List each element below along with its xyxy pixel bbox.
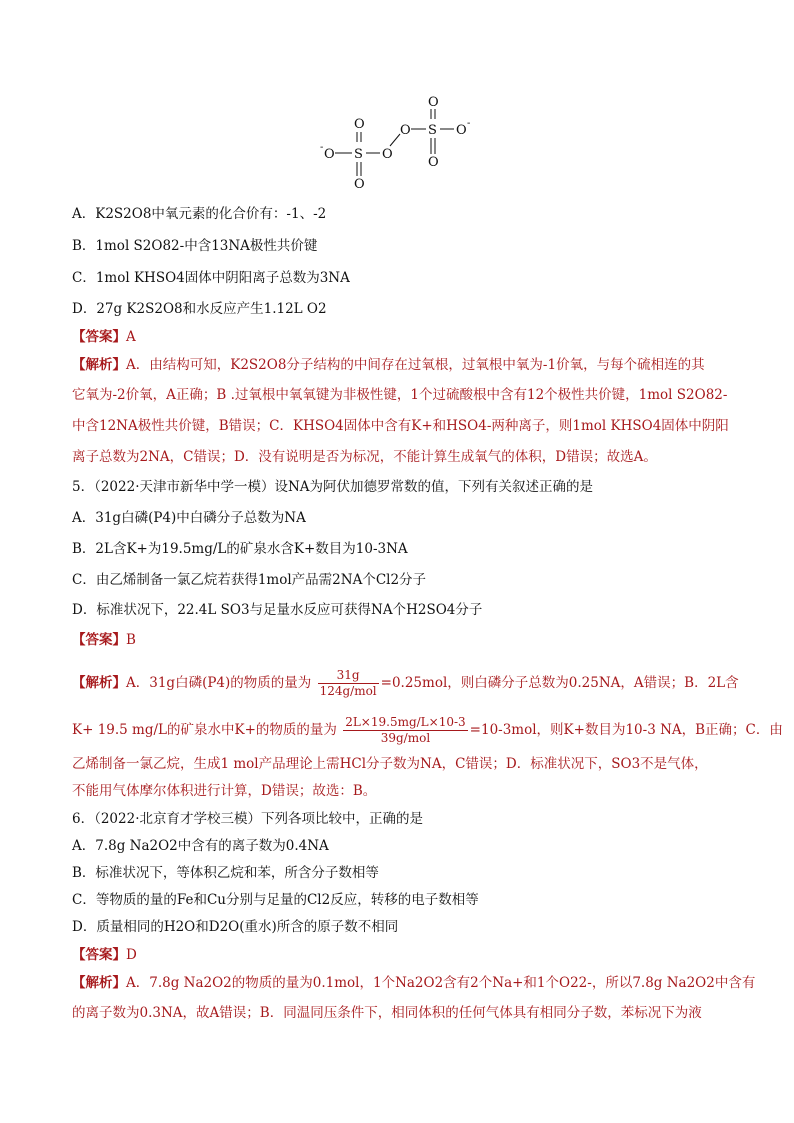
oxygen-bottom-right: O bbox=[428, 155, 439, 170]
fraction-numerator: 2L×19.5mg/L×10-3 bbox=[345, 715, 466, 729]
q6-stem: 6．（2022·北京育才学校三模）下列各项比较中，正确的是 bbox=[72, 811, 423, 827]
q6-analysis-line-1 bbox=[72, 973, 755, 993]
q5-option-b: B．2L含K+为19.5mg/L的矿泉水含K+数目为10-3NA bbox=[72, 541, 408, 557]
analysis-text-pre: A．31g白磷(P4)的物质的量为 bbox=[126, 675, 312, 691]
q4-analysis-line-4: 离子总数为2NA，C错误；D．没有说明是否为标况，不能计算生成氧气的体积，D错误；故选A。 bbox=[72, 449, 657, 465]
q5-option-d: D．标准状况下，22.4L SO3与足量水反应可获得NA个H2SO4分子 bbox=[72, 602, 483, 618]
minus-sign-right: - bbox=[467, 118, 471, 129]
answer-value: B bbox=[126, 632, 136, 648]
oxygen-bottom-left: O bbox=[354, 177, 365, 192]
analysis-text-post: =0.25mol，则白磷分子总数为0.25NA，A错误；B．2L含 bbox=[380, 675, 739, 691]
answer-value: D bbox=[126, 947, 137, 963]
q4-analysis-line-1 bbox=[72, 355, 705, 375]
q6-option-d: D．质量相同的H2O和D2O(重水)所含的原子数不相同 bbox=[72, 919, 399, 935]
peroxodisulfate-structure bbox=[310, 92, 490, 192]
q5-stem: 5．（2022·天津市新华中学一模）设NA为阿伏加德罗常数的值，下列有关叙述正确的是 bbox=[72, 479, 594, 495]
analysis-label: 【解析】 bbox=[72, 357, 126, 373]
q5-analysis-line-3: 乙烯制备一氯乙烷，生成1 mol产品理论上需HCl分子数为NA，C错误；D．标准状况下，SO3不是气体， bbox=[72, 756, 708, 772]
analysis-label: 【解析】 bbox=[72, 975, 126, 991]
oxygen-bridge-2: O bbox=[400, 123, 411, 138]
oxygen-bridge-1: O bbox=[382, 147, 393, 162]
answer-label: 【答案】 bbox=[72, 632, 126, 648]
q5-answer bbox=[72, 630, 136, 650]
q4-option-c: C．1mol KHSO4固体中阴阳离子总数为3NA bbox=[72, 270, 350, 286]
q5-analysis-line-4: 不能用气体摩尔体积进行计算，D错误；故选：B。 bbox=[72, 783, 377, 799]
fraction-moles-k bbox=[343, 715, 467, 746]
q6-option-b: B．标准状况下，等体积乙烷和苯，所含分子数相等 bbox=[72, 865, 379, 881]
q6-answer bbox=[72, 945, 137, 965]
answer-label: 【答案】 bbox=[72, 947, 126, 963]
q4-analysis-line-2: 它氧为-2价氧，A正确；B .过氧根中氧氧键为非极性键，1个过硫酸根中含有12个极性共价键，1mol S2O82- bbox=[72, 387, 728, 403]
oxygen-left: O bbox=[324, 147, 335, 162]
q6-analysis-line-2: 的离子数为0.3NA，故A错误；B．同温同压条件下，相同体积的任何气体具有相同分子数，苯标况下为液 bbox=[72, 1005, 702, 1021]
oxygen-top-left: O bbox=[354, 117, 365, 132]
answer-label: 【答案】 bbox=[72, 329, 126, 345]
q4-option-b: B．1mol S2O82-中含13NA极性共价键 bbox=[72, 238, 318, 254]
fraction-denominator: 124g/mol bbox=[319, 684, 377, 698]
analysis-label: 【解析】 bbox=[72, 675, 126, 691]
q4-option-d: D．27g K2S2O8和水反应产生1.12L O2 bbox=[72, 301, 327, 317]
q4-answer bbox=[72, 327, 136, 347]
fraction-numerator: 31g bbox=[318, 668, 379, 684]
q4-option-a: A．K2S2O8中氧元素的化合价有：-1、-2 bbox=[72, 206, 327, 222]
q5-option-a: A．31g白磷(P4)中白磷分子总数为NA bbox=[72, 510, 306, 526]
analysis-text: A．由结构可知，K2S2O8分子结构的中间存在过氧根，过氧根中氧为-1价氧，与每个硫相连的其 bbox=[126, 357, 705, 373]
q4-analysis-line-3: 中含12NA极性共价键，B错误；C．KHSO4固体中含有K+和HSO4-两种离子，则1mol KHSO4固体中阴阳 bbox=[72, 418, 729, 434]
oxygen-top-right: O bbox=[428, 95, 439, 110]
analysis-text: A．7.8g Na2O2的物质的量为0.1mol，1个Na2O2含有2个Na+和1个O22-，所以7.8g Na2O2中含有 bbox=[126, 975, 756, 991]
fraction-moles-p4 bbox=[318, 668, 379, 699]
q5-analysis-line-2 bbox=[72, 715, 783, 746]
q5-analysis-line-1 bbox=[72, 668, 739, 699]
minus-sign-left: - bbox=[320, 142, 324, 153]
oxygen-right: O bbox=[456, 123, 467, 138]
q6-option-c: C．等物质的量的Fe和Cu分别与足量的Cl2反应，转移的电子数相等 bbox=[72, 892, 479, 908]
analysis-text-post: =10-3mol，则K+数目为10-3 NA，B正确；C．由 bbox=[469, 722, 783, 738]
fraction-denominator: 39g/mol bbox=[380, 731, 431, 745]
sulfur-left: S bbox=[354, 147, 363, 162]
answer-value: A bbox=[126, 329, 136, 345]
q6-option-a: A．7.8g Na2O2中含有的离子数为0.4NA bbox=[72, 838, 329, 854]
q5-option-c: C．由乙烯制备一氯乙烷若获得1mol产品需2NA个Cl2分子 bbox=[72, 572, 427, 588]
analysis-text-pre: K+ 19.5 mg/L的矿泉水中K+的物质的量为 bbox=[72, 722, 337, 738]
sulfur-right: S bbox=[428, 123, 437, 138]
